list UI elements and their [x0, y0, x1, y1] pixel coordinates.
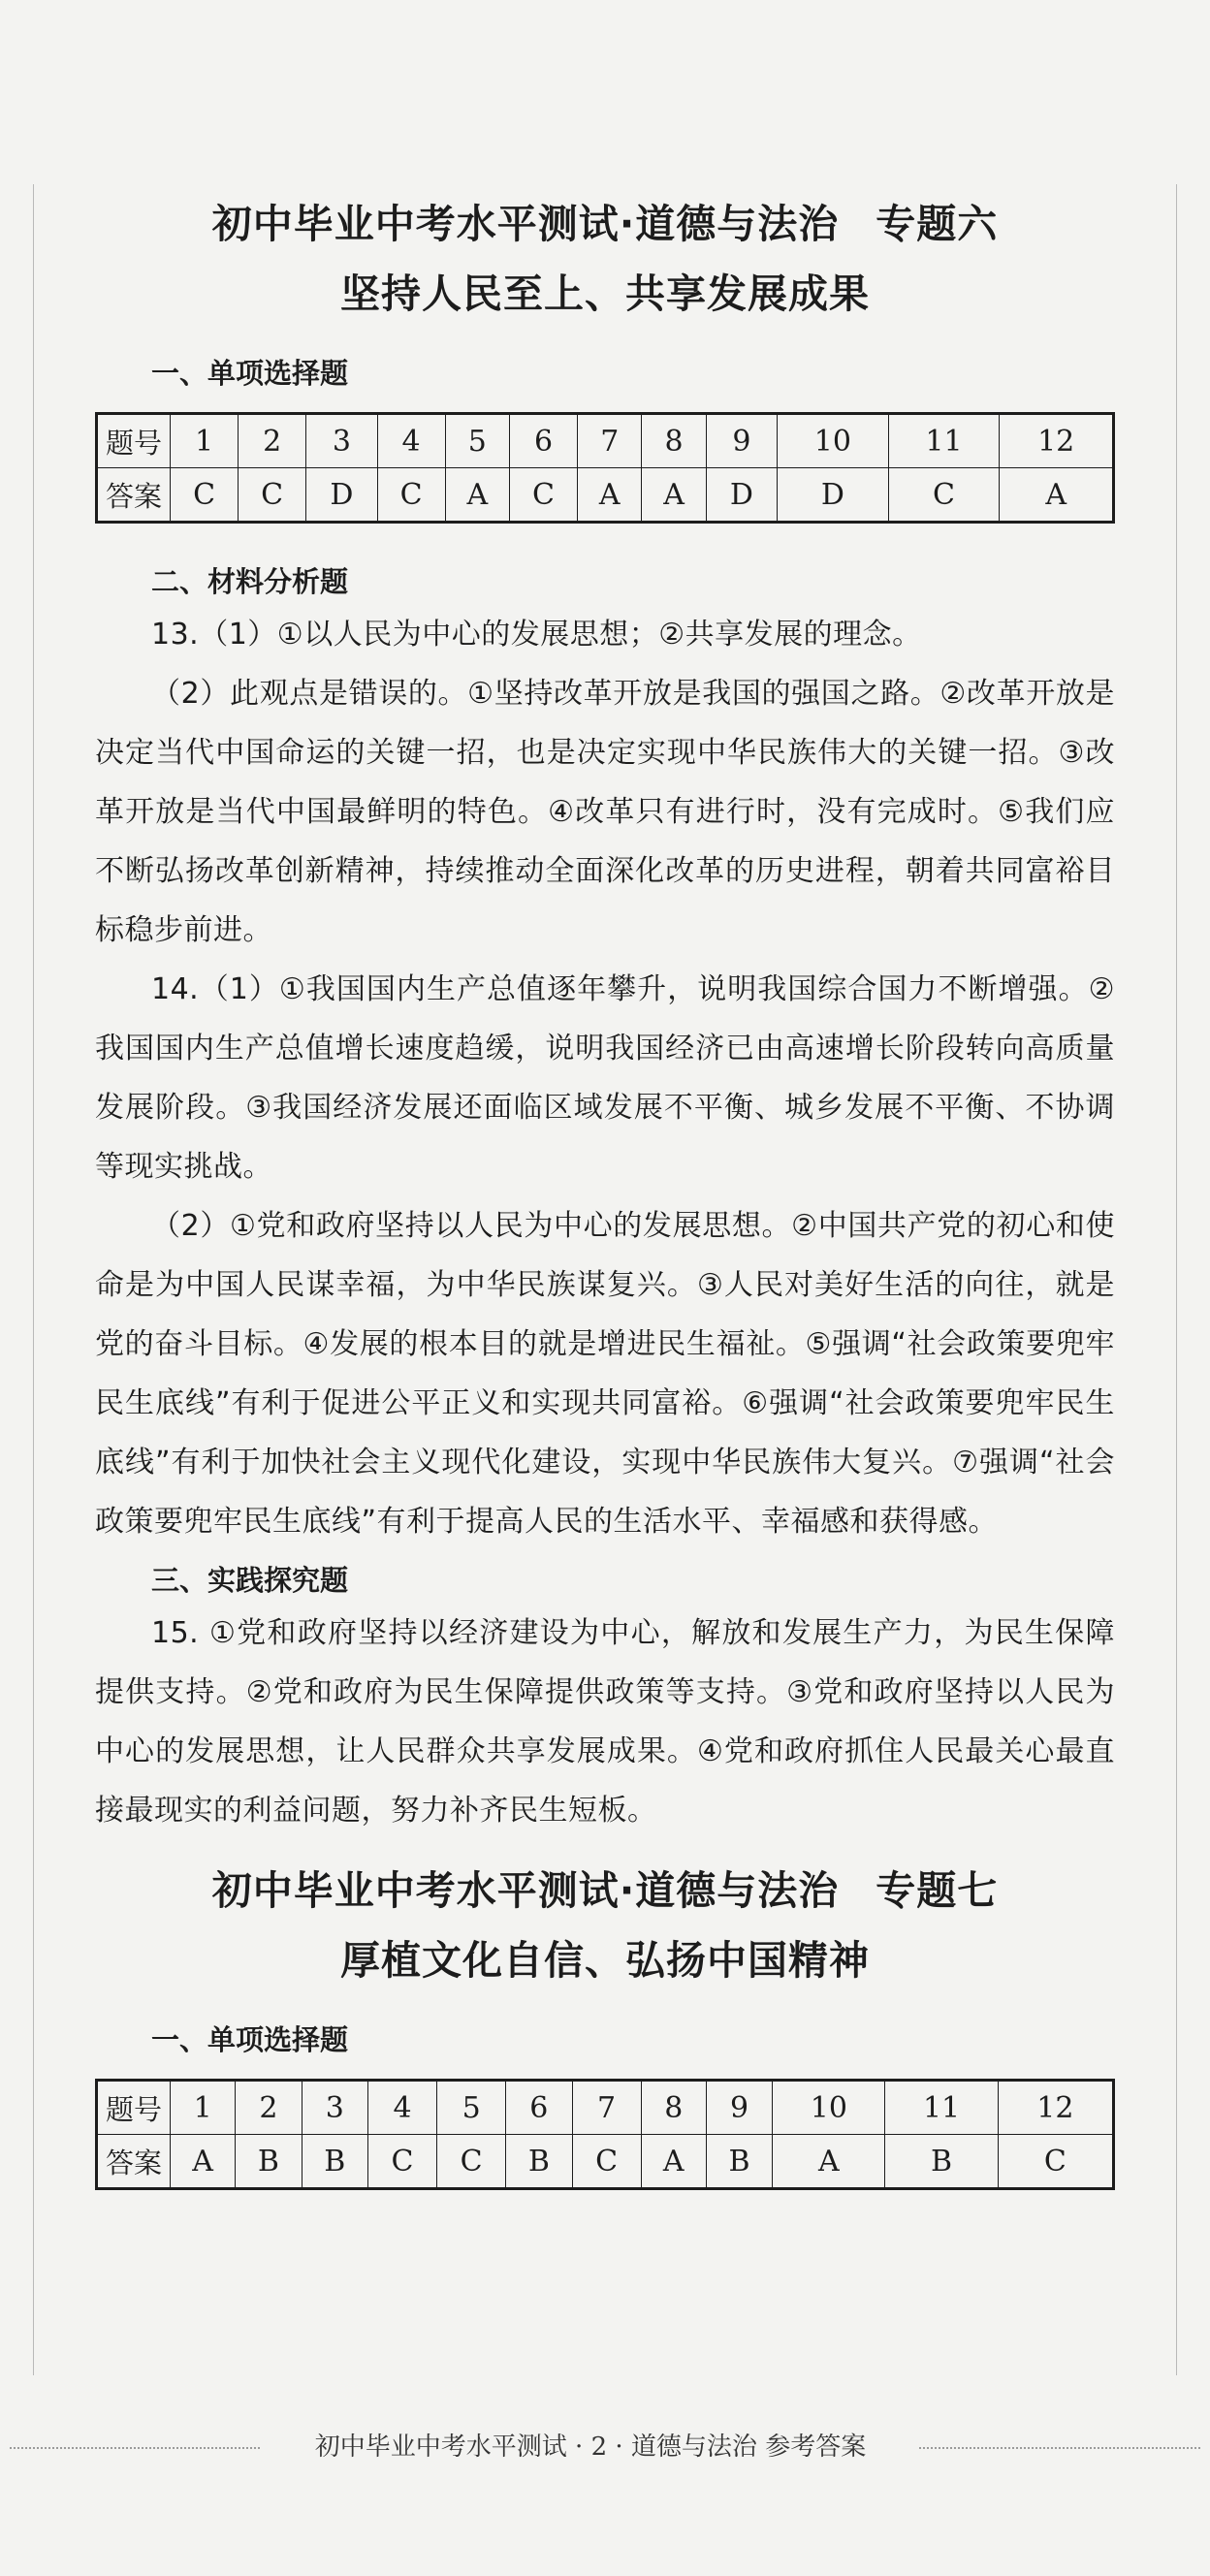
topic6-title-line1 [95, 189, 1115, 259]
answer-cell: C [367, 2135, 436, 2189]
answer-cell: B [506, 2135, 572, 2189]
question-number: 7 [578, 414, 642, 468]
question-number: 8 [642, 414, 706, 468]
answer-cell: A [1000, 468, 1114, 523]
question-number: 4 [377, 414, 445, 468]
topic6-title-line2: 坚持人民至上、共享发展成果 [340, 270, 870, 317]
answer-cell: A [171, 2135, 236, 2189]
question-number: 2 [236, 2081, 302, 2135]
question-number: 8 [641, 2081, 706, 2135]
topic6-section-analysis: 二、材料分析题 [151, 565, 349, 598]
answer-15: 15. ①党和政府坚持以经济建设为中心，解放和发展生产力，为民生保障提供支持。②党和政府为民生保障提供政策等支持。③党和政府坚持以人民为中心的发展思想，让人民群众共享发展成果。④党和政府抓住人民最关心最直接最现实的利益问题，努力补齐民生短板。 [95, 1616, 1115, 1828]
answer-cell: B [885, 2135, 998, 2189]
left-margin-rule [33, 184, 34, 2375]
topic6-title-tag: 专题六 [876, 201, 999, 247]
topic6-answer-table [95, 412, 1115, 524]
topic7-answer-table [95, 2079, 1115, 2190]
topic7-title-tag: 专题七 [876, 1867, 999, 1914]
page-content [95, 189, 1115, 2190]
answer-13-2: （2）此观点是错误的。①坚持改革开放是我国的强国之路。②改革开放是决定当代中国命运的关键一招，也是决定实现中华民族伟大的关键一招。③改革开放是当代中国最鲜明的特色。④改革只有进行时，没有完成时。⑤我们应不断弘扬改革创新精神，持续推动全面深化改革的历史进程，朝着共同富裕目标稳步前进。 [95, 677, 1115, 947]
question-number: 2 [239, 414, 306, 468]
topic6-block [95, 189, 1115, 1840]
answer-cell: C [998, 2135, 1113, 2189]
question-number: 5 [437, 2081, 506, 2135]
question-number: 9 [706, 414, 777, 468]
answer-cell: C [377, 468, 445, 523]
answer-cell: A [642, 468, 706, 523]
question-number: 1 [171, 414, 239, 468]
question-number: 11 [885, 2081, 998, 2135]
table-row-label: 题号 [97, 414, 171, 468]
question-number: 1 [171, 2081, 236, 2135]
page-footer [0, 2428, 1210, 2466]
topic6-section-choice: 一、单项选择题 [151, 357, 349, 390]
question-number: 9 [706, 2081, 772, 2135]
question-number: 7 [572, 2081, 641, 2135]
answer-cell: A [773, 2135, 885, 2189]
answer-cell: D [306, 468, 377, 523]
answer-cell: B [236, 2135, 302, 2189]
table-row-label: 答案 [97, 2135, 171, 2189]
topic7-section-choice: 一、单项选择题 [151, 2023, 349, 2056]
right-margin-rule [1176, 184, 1177, 2375]
table-row-label: 答案 [97, 468, 171, 523]
topic7-title-line1 [95, 1856, 1115, 1925]
question-number: 12 [998, 2081, 1113, 2135]
answer-cell: C [239, 468, 306, 523]
answer-cell: A [445, 468, 509, 523]
question-number: 12 [1000, 414, 1114, 468]
answer-cell: C [572, 2135, 641, 2189]
footer-dotted-rule-left [10, 2447, 260, 2449]
answer-14-2: （2）①党和政府坚持以人民为中心的发展思想。②中国共产党的初心和使命是为中国人民谋幸福，为中华民族谋复兴。③人民对美好生活的向往，就是党的奋斗目标。④发展的根本目的就是增进民生福祉。⑤强调“社会政策要兜牢民生底线”有利于促进公平正义和实现共同富裕。⑥强调“社会政策要兜牢民生底线”有利于加快社会主义现代化建设，实现中华民族伟大复兴。⑦强调“社会政策要兜牢民生底线”有利于提高人民的生活水平、幸福感和获得感。 [95, 1209, 1115, 1539]
question-number: 5 [445, 414, 509, 468]
table-row [97, 414, 1114, 468]
footer-text: 初中毕业中考水平测试 · 2 · 道德与法治 参考答案 [314, 2433, 867, 2462]
question-number: 4 [367, 2081, 436, 2135]
answer-cell: B [706, 2135, 772, 2189]
table-row [97, 2081, 1114, 2135]
question-number: 10 [778, 414, 889, 468]
answer-cell: D [778, 468, 889, 523]
table-row [97, 2135, 1114, 2189]
answer-cell: C [509, 468, 577, 523]
answer-cell: A [578, 468, 642, 523]
topic7-block [95, 1856, 1115, 2190]
topic6-section-practice: 三、实践探究题 [151, 1564, 349, 1597]
answer-cell: C [888, 468, 1000, 523]
question-number: 3 [306, 414, 377, 468]
topic7-title-line2: 厚植文化自信、弘扬中国精神 [340, 1937, 870, 1984]
footer-dotted-rule-right [919, 2447, 1200, 2449]
answer-13-1: 13.（1）①以人民为中心的发展思想；②共享发展的理念。 [151, 618, 922, 652]
answer-cell: B [302, 2135, 367, 2189]
table-row [97, 468, 1114, 523]
question-number: 10 [773, 2081, 885, 2135]
answer-cell: D [706, 468, 777, 523]
question-number: 3 [302, 2081, 367, 2135]
question-number: 6 [509, 414, 577, 468]
answer-cell: A [641, 2135, 706, 2189]
topic6-title-text: 初中毕业中考水平测试·道德与法治 [211, 201, 840, 247]
question-number: 6 [506, 2081, 572, 2135]
answer-cell: C [171, 468, 239, 523]
topic7-title-text: 初中毕业中考水平测试·道德与法治 [211, 1867, 840, 1914]
table-row-label: 题号 [97, 2081, 171, 2135]
answer-cell: C [437, 2135, 506, 2189]
question-number: 11 [888, 414, 1000, 468]
answer-14-1: 14.（1）①我国国内生产总值逐年攀升，说明我国综合国力不断增强。②我国国内生产总值增长速度趋缓，说明我国经济已由高速增长阶段转向高质量发展阶段。③我国经济发展还面临区域发展不平衡、城乡发展不平衡、不协调等现实挑战。 [95, 972, 1115, 1184]
